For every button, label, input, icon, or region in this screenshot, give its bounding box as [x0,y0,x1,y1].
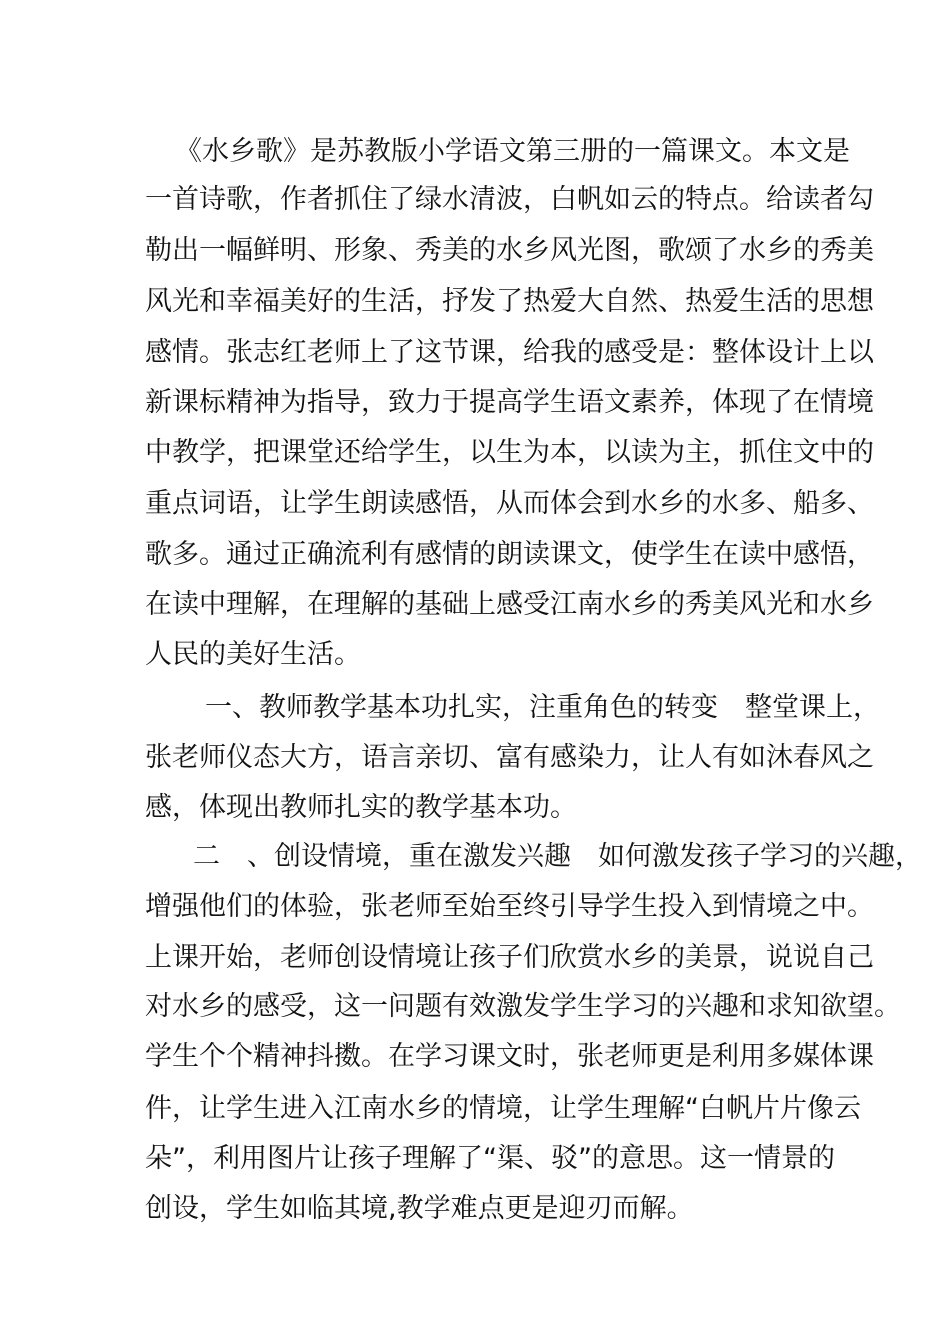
text-line: 感情。张志红老师上了这节课，给我的感受是：整体设计上以 [145,337,874,368]
text-line: 件，让学生进入江南水乡的情境，让学生理解“白帆片片像云 [145,1093,861,1124]
text-line: 朵”，利用图片让孩子理解了“渠、驳”的意思。这一情景的 [145,1143,835,1174]
text-line: 增强他们的体验，张老师至始至终引导学生投入到情境之中。 [145,891,874,922]
text-line: 感，体现出教师扎实的教学基本功。 [145,792,577,823]
text-line: 一、教师教学基本功扎实，注重角色的转变 整堂课上， [205,692,880,723]
text-line: 上课开始，老师创设情境让孩子们欣赏水乡的美景，说说自己 [145,942,874,973]
text-line: 勒出一幅鲜明、形象、秀美的水乡风光图，歌颂了水乡的秀美 [145,235,874,266]
text-line: 创设，学生如临其境,教学难点更是迎刃而解。 [145,1193,694,1224]
text-line: 《水乡歌》是苏教版小学语文第三册的一篇课文。本文是 [175,136,850,167]
text-line: 张老师仪态大方，语言亲切、富有感染力，让人有如沐春风之 [145,742,874,773]
text-line: 对水乡的感受，这一问题有效激发学生学习的兴趣和求知欲望。 [145,991,901,1022]
text-line: 新课标精神为指导，致力于提高学生语文素养，体现了在情境 [145,387,874,418]
text-line: 重点词语，让学生朗读感悟，从而体会到水乡的水多、船多、 [145,488,874,519]
text-line: 风光和幸福美好的生活，抒发了热爱大自然、热爱生活的思想 [145,286,874,317]
text-line: 二 、创设情境，重在激发兴趣 如何激发孩子学习的兴趣， [193,841,922,872]
text-line: 歌多。通过正确流利有感情的朗读课文，使学生在读中感悟， [145,539,874,570]
text-line: 中教学，把课堂还给学生，以生为本，以读为主，抓住文中的 [145,437,874,468]
text-line: 在读中理解，在理解的基础上感受江南水乡的秀美风光和水乡 [145,589,874,620]
text-line: 一首诗歌，作者抓住了绿水清波，白帆如云的特点。给读者勾 [145,184,874,215]
text-line: 学生个个精神抖擞。在学习课文时，张老师更是利用多媒体课 [145,1041,874,1072]
text-line: 人民的美好生活。 [145,639,361,670]
